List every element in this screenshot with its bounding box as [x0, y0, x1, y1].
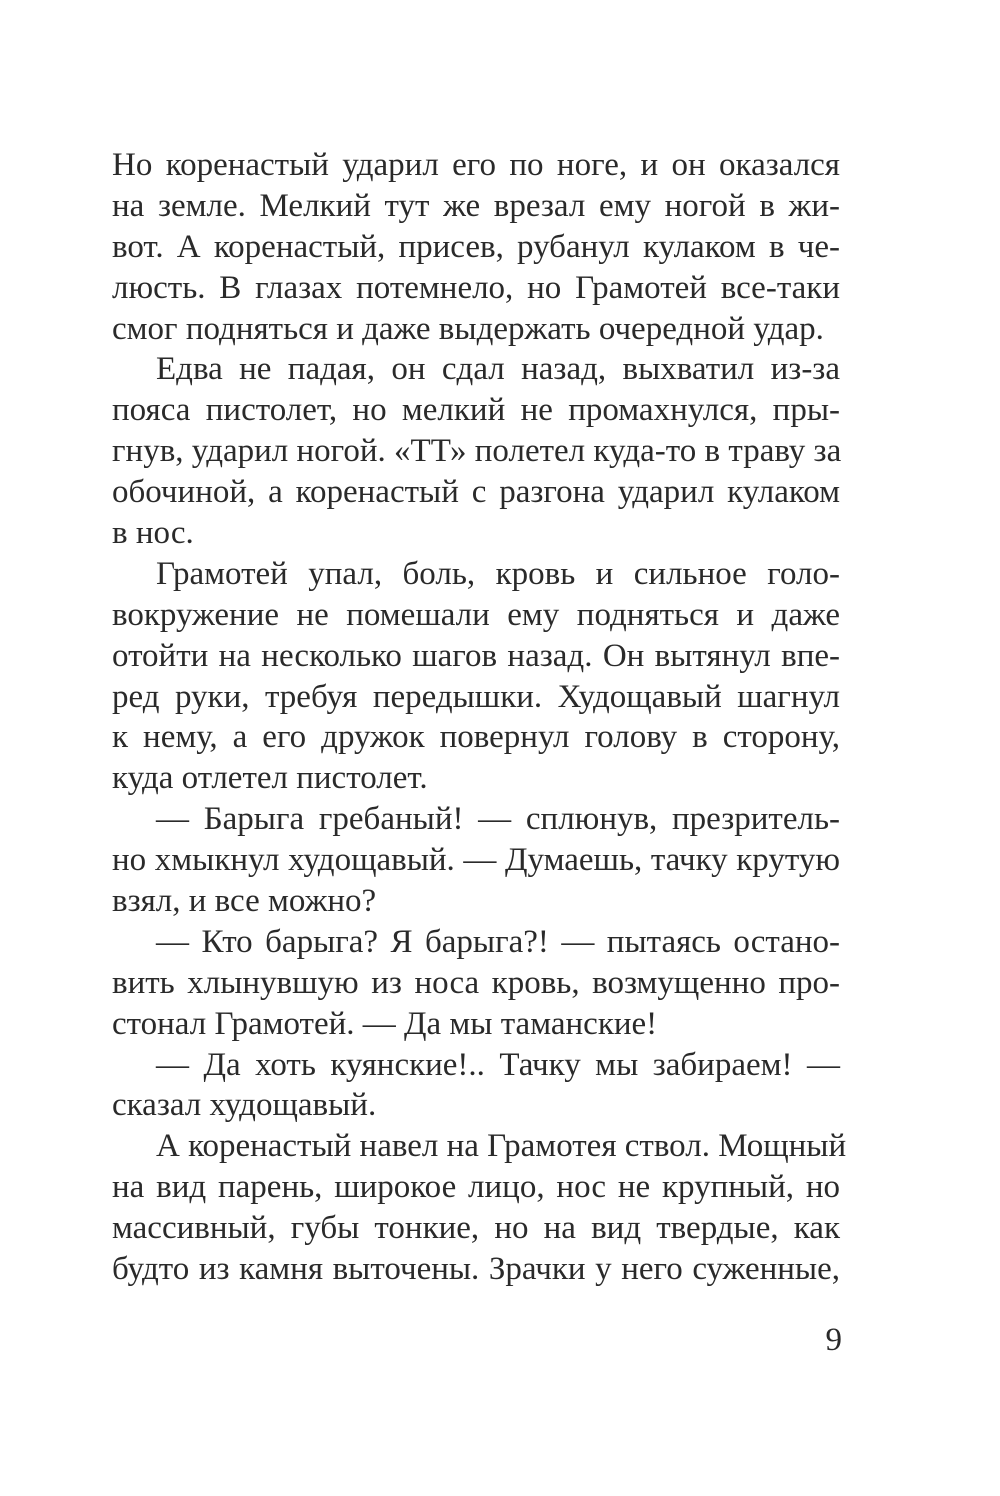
text-line: Грамотей упал, боль, кровь и сильное голо-: [156, 555, 840, 592]
text-line: пояса пистолет, но мелкий не промахнулся, пры-: [112, 392, 840, 429]
body-text: [112, 145, 847, 1290]
text-line: взял, и все можно?: [112, 883, 377, 920]
text-line: Но коренастый ударил его по ноге, и он оказался: [112, 147, 840, 183]
text-line: отойти на несколько шагов назад. Он вытянул впе-: [112, 637, 840, 674]
text-line: куда отлетел пистолет.: [112, 760, 428, 797]
text-line: смог подняться и даже выдержать очередной удар.: [112, 310, 824, 347]
text-line: к нему, а его дружок повернул голову в сторону,: [112, 719, 840, 756]
text-line: — Барыга гребаный! — сплюнув, презритель-: [156, 801, 840, 838]
page-number: 9: [825, 1322, 842, 1358]
text-line: вить хлынувшую из носа кровь, возмущенно про-: [112, 964, 840, 1001]
text-line: ред руки, требуя передышки. Худощавый шагнул: [112, 678, 840, 715]
text-line: люсть. В глазах потемнело, но Грамотей все-таки: [112, 269, 840, 306]
text-line: на земле. Мелкий тут же врезал ему ногой в жи-: [112, 187, 840, 224]
text-line: — Кто барыга? Я барыга?! — пытаясь остано-: [156, 923, 840, 960]
text-line: А коренастый навел на Грамотея ствол. Мощный: [156, 1128, 847, 1165]
text-line: — Да хоть куянские!.. Тачку мы забираем! —: [156, 1046, 840, 1083]
text-line: в нос.: [112, 515, 194, 552]
text-line: сказал худощавый.: [112, 1087, 377, 1124]
text-line: стонал Грамотей. — Да мы таманские!: [112, 1005, 658, 1042]
text-line: гнув, ударил ногой. «ТТ» полетел куда-то в траву за: [112, 433, 842, 470]
text-line: но хмыкнул худощавый. — Думаешь, тачку крутую: [112, 842, 840, 879]
text-line: массивный, губы тонкие, но на вид твердые, как: [112, 1210, 840, 1247]
text-line: Едва не падая, он сдал назад, выхватил из-за: [156, 351, 840, 388]
text-line: будто из камня выточены. Зрачки у него суженные,: [112, 1251, 840, 1288]
text-line: вот. А коренастый, присев, рубанул кулаком в че-: [112, 228, 840, 265]
text-line: обочиной, а коренастый с разгона ударил кулаком: [112, 474, 840, 511]
text-line: на вид парень, широкое лицо, нос не крупный, но: [112, 1169, 840, 1206]
text-line: вокружение не помешали ему подняться и даже: [112, 596, 840, 633]
